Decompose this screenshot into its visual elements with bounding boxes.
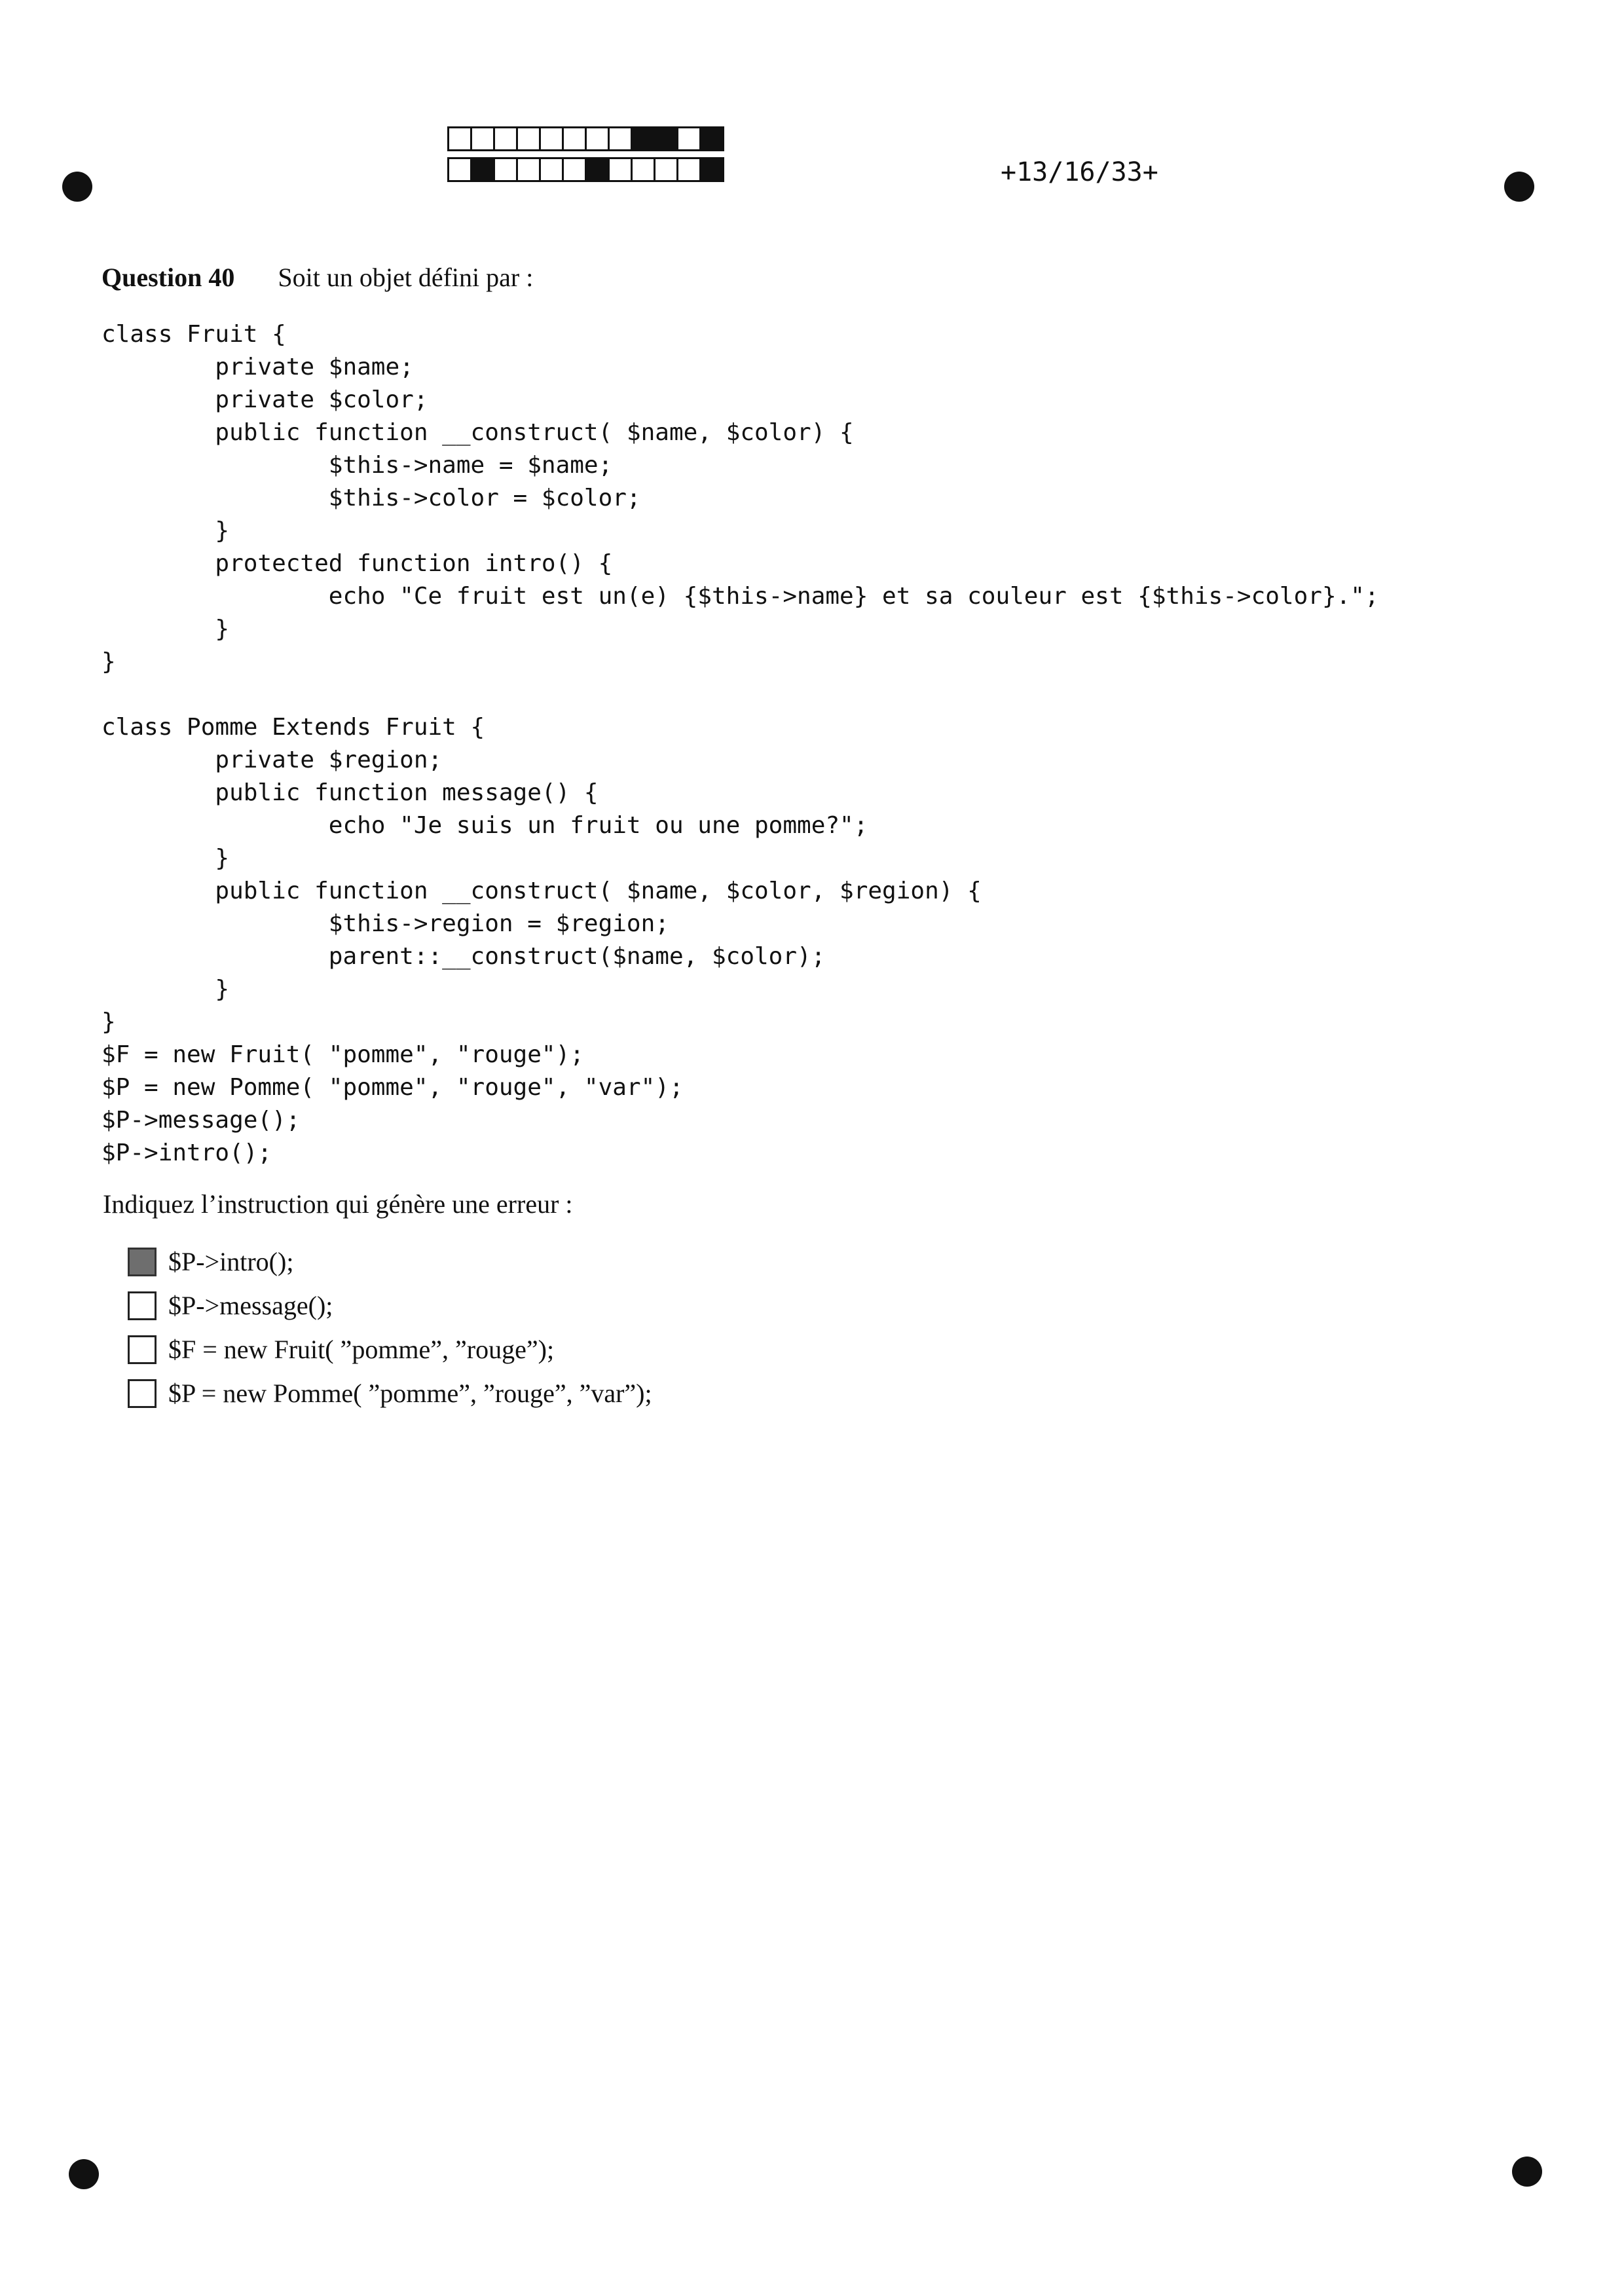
barcode-cell [676,157,701,182]
code-line: } [101,845,230,872]
code-line: $P->message(); [101,1107,301,1134]
answer-choice-label: $P = new Pomme( ”pomme”, ”rouge”, ”var”); [168,1379,652,1408]
barcode-cell [699,126,724,151]
barcode-cell [539,126,564,151]
answer-choice[interactable] [128,1240,652,1284]
question-number: Question 40 [101,263,235,292]
code-line: } [101,976,230,1003]
barcode-cell [539,157,564,182]
code-line: echo "Je suis un fruit ou une pomme?"; [101,812,868,839]
code-line: public function message() { [101,779,599,806]
code-line: $this->name = $name; [101,452,613,479]
answer-choice-label: $P->message(); [168,1291,333,1320]
barcode-cell [493,157,518,182]
registration-mark-top-right [1504,172,1534,202]
barcode-cell [676,126,701,151]
code-line: protected function intro() { [101,550,613,577]
barcode-cell [608,126,633,151]
code-line: private $color; [101,386,428,413]
code-line: parent::__construct($name, $color); [101,943,826,970]
barcode-cell [516,126,541,151]
checkbox[interactable] [128,1379,157,1408]
code-line: } [101,648,116,675]
barcode-cell [516,157,541,182]
barcode-cell [562,157,587,182]
answer-choice[interactable] [128,1327,652,1371]
code-line [101,678,1379,711]
checkbox[interactable] [128,1335,157,1364]
code-line: private $name; [101,354,414,380]
question-header [101,262,533,293]
barcode-cell [447,126,472,151]
code-line: $F = new Fruit( "pomme", "rouge"); [101,1041,584,1068]
registration-mark-bottom-right [1512,2157,1542,2187]
question-prompt: Indiquez l’instruction qui génère une erreur : [103,1189,573,1219]
code-line: $this->color = $color; [101,485,641,511]
code-block [101,318,1379,1170]
code-line: echo "Ce fruit est un(e) {$this->name} et sa couleur est {$this->color}."; [101,583,1379,610]
barcode-cell [654,157,678,182]
question-title: Soit un objet défini par : [278,263,534,292]
code-line: class Pomme Extends Fruit { [101,714,485,741]
answer-choice[interactable] [128,1371,652,1415]
code-line: $P = new Pomme( "pomme", "rouge", "var"); [101,1074,684,1101]
code-line: $P->intro(); [101,1139,272,1166]
barcode-cell [699,157,724,182]
answer-choice-label: $F = new Fruit( ”pomme”, ”rouge”); [168,1335,555,1364]
code-line: } [101,616,230,642]
barcode-cell [631,126,655,151]
barcode-cell [562,126,587,151]
code-line: public function __construct( $name, $color, $region) { [101,878,982,904]
code-line: class Fruit { [101,321,286,348]
code-line: public function __construct( $name, $color) { [101,419,854,446]
barcode-cell [470,126,495,151]
barcode-cell [608,157,633,182]
registration-mark-top-left [62,172,92,202]
code-line: private $region; [101,747,443,773]
checkbox-checked[interactable] [128,1248,157,1276]
page-barcode-row-2 [447,157,722,182]
barcode-cell [470,157,495,182]
answer-choices [128,1240,652,1415]
code-line: } [101,517,230,544]
barcode-cell [585,157,610,182]
checkbox[interactable] [128,1291,157,1320]
code-line: } [101,1009,116,1035]
code-line: $this->region = $region; [101,910,669,937]
registration-mark-bottom-left [69,2159,99,2189]
answer-choice-label: $P->intro(); [168,1247,294,1276]
barcode-cell [585,126,610,151]
barcode-cell [493,126,518,151]
page-barcode-row-1 [447,126,722,151]
barcode-cell [654,126,678,151]
barcode-cell [447,157,472,182]
barcode-cell [631,157,655,182]
page-id: +13/16/33+ [1001,157,1158,187]
answer-choice[interactable] [128,1284,652,1327]
